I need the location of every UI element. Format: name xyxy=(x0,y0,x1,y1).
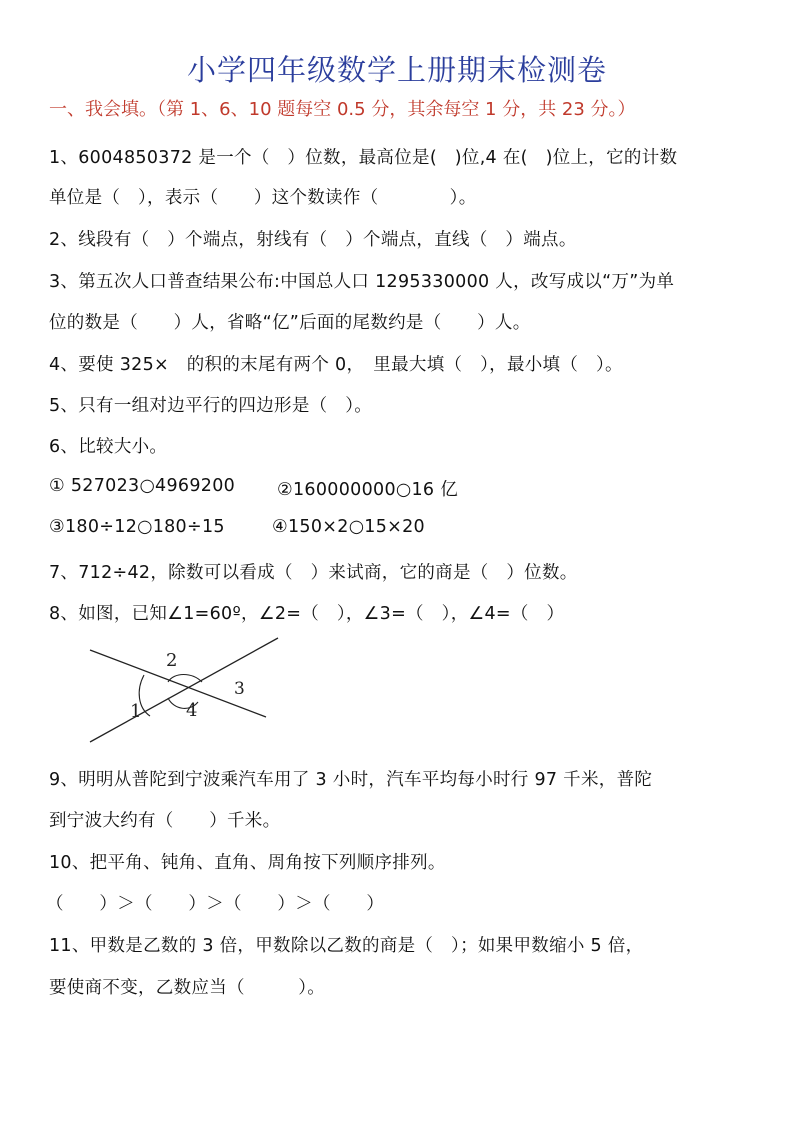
question-6-item-3: ③180÷12○180÷15 xyxy=(49,517,225,537)
intersecting-lines-figure xyxy=(82,630,282,750)
page-title: 小学四年级数学上册期末检测卷 xyxy=(186,53,607,87)
question-5: 5、只有一组对边平行的四边形是（ ）。 xyxy=(49,396,373,416)
angle-2-arc xyxy=(168,675,202,683)
question-3-line-2: 位的数是（ ）人，省略“亿”后面的尾数约是（ ）人。 xyxy=(49,313,531,333)
question-7: 7、712÷42，除数可以看成（ ）来试商，它的商是（ ）位数。 xyxy=(49,563,578,583)
question-6-item-4: ④150×2○15×20 xyxy=(272,517,425,537)
line-b xyxy=(90,638,278,742)
question-9-line-1: 9、明明从普陀到宁波乘汽车用了 3 小时，汽车平均每小时行 97 千米，普陀 xyxy=(49,770,653,790)
question-11-line-1: 11、甲数是乙数的 3 倍，甲数除以乙数的商是（ ）；如果甲数缩小 5 倍， xyxy=(49,936,644,956)
section-heading-fill-in: 一、我会填。（第 1、6、10 题每空 0.5 分，其余每空 1 分，共 23 分。） xyxy=(49,99,636,120)
angle-4-label: 4 xyxy=(186,700,198,721)
question-1-line-2: 单位是（ ），表示（ ）这个数读作（ ）。 xyxy=(49,188,477,208)
question-3-line-1: 3、第五次人口普查结果公布:中国总人口 1295330000 人，改写成以“万”为单 xyxy=(49,272,675,292)
question-10: 10、把平角、钝角、直角、周角按下列顺序排列。 xyxy=(49,853,446,873)
question-6-item-2: ②160000000○16 亿 xyxy=(277,480,458,500)
question-1-line-1: 1、6004850372 是一个（ ）位数，最高位是( )位,4 在( )位上，它的计数 xyxy=(49,148,678,168)
question-4: 4、要使 325× 的积的末尾有两个 0， 里最大填（ ），最小填（ ）。 xyxy=(49,355,623,375)
question-6: 6、比较大小。 xyxy=(49,437,168,457)
angle-1-label: 1 xyxy=(130,701,142,722)
angle-2-label: 2 xyxy=(166,650,178,671)
angle-3-label: 3 xyxy=(234,679,245,699)
question-6-item-1: ① 527023○4969200 xyxy=(49,476,236,496)
question-10-order-blanks: （ ）＞（ ）＞（ ）＞（ ） xyxy=(46,894,385,914)
question-11-line-2: 要使商不变，乙数应当（ ）。 xyxy=(49,978,326,998)
question-9-line-2: 到宁波大约有（ ）千米。 xyxy=(49,811,281,831)
question-2: 2、线段有（ ）个端点，射线有（ ）个端点，直线（ ）端点。 xyxy=(49,230,577,250)
question-8: 8、如图，已知∠1=60º，∠2=（ ），∠3=（ ），∠4=（ ） xyxy=(49,604,565,624)
